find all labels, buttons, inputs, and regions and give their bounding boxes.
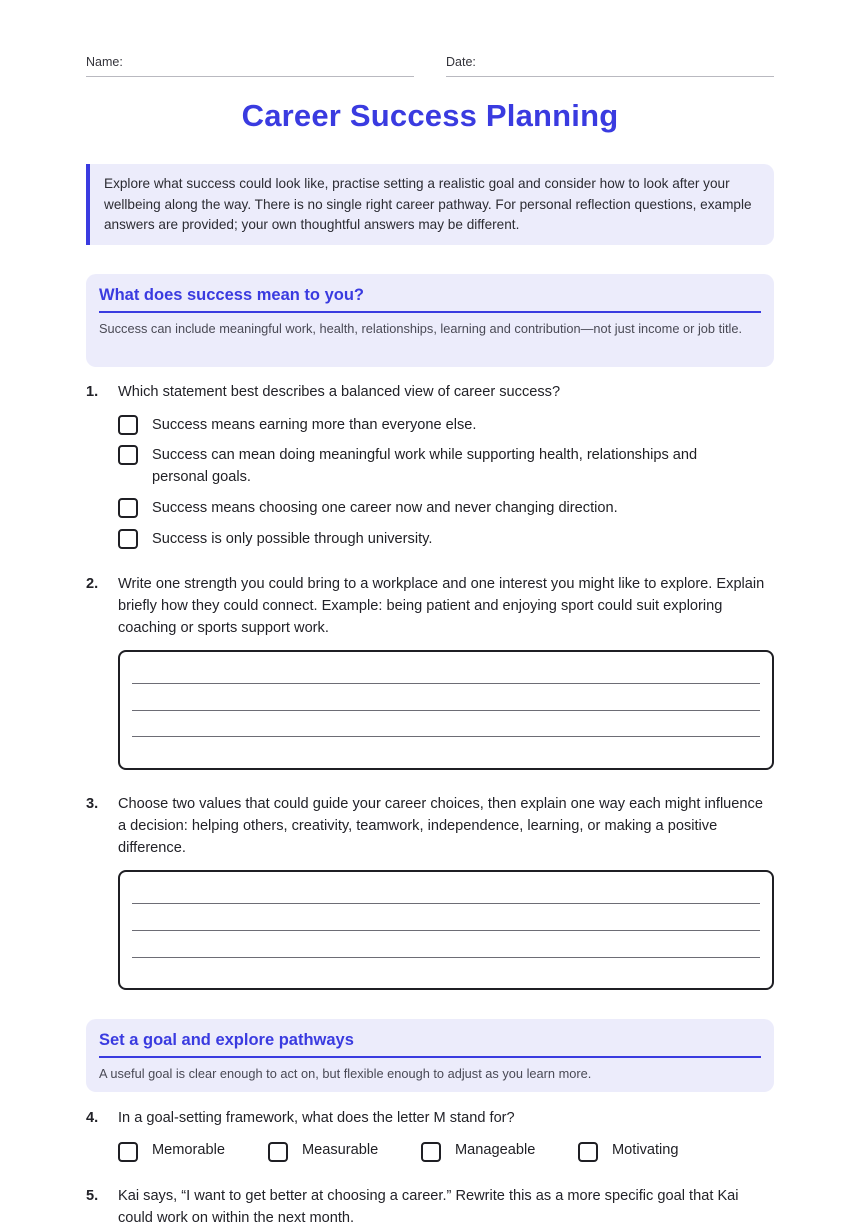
checkbox[interactable]: [578, 1142, 598, 1162]
question-number: 1.: [86, 384, 99, 400]
option-label: Manageable: [455, 1142, 536, 1158]
answer-box-q2[interactable]: [118, 650, 774, 770]
answer-box-q3[interactable]: [118, 870, 774, 990]
section-description: Success can include meaningful work, health, relationships, learning and contribution—not just income or job title.: [99, 321, 743, 336]
checkbox[interactable]: [118, 529, 138, 549]
checkbox[interactable]: [118, 415, 138, 435]
section-title: Set a goal and explore pathways: [99, 1019, 761, 1058]
checkbox[interactable]: [118, 498, 138, 518]
option-label: Success means choosing one career now and never changing direction.: [152, 500, 618, 516]
date-label: Date:: [446, 55, 476, 69]
question-number: 5.: [86, 1188, 99, 1204]
option-label: Measurable: [302, 1142, 379, 1158]
name-label: Name:: [86, 55, 123, 69]
writing-line: [132, 930, 760, 931]
intro-text: Explore what success could look like, practise setting a realistic goal and consider how to look after your wellbeing along the way. There is no single right career pathway. For personal reflection questions, example answers are provided; your own thoughtful answers may be different.: [104, 176, 752, 232]
question-number: 4.: [86, 1110, 99, 1126]
option-label: Memorable: [152, 1142, 225, 1158]
section-goal-pathways: [86, 1019, 774, 1092]
writing-line: [132, 683, 760, 684]
page-title: Career Success Planning: [241, 98, 619, 133]
option-label: Success can mean doing meaningful work while supporting health, relationships and personal goals.: [152, 447, 698, 485]
checkbox[interactable]: [118, 1142, 138, 1162]
section-title: What does success mean to you?: [99, 274, 761, 313]
writing-line: [132, 710, 760, 711]
writing-line: [132, 736, 760, 737]
checkbox[interactable]: [118, 445, 138, 465]
option-label: Success is only possible through university.: [152, 531, 433, 547]
section-success-meaning: [86, 274, 774, 367]
question-text: In a goal-setting framework, what does the letter M stand for?: [118, 1110, 515, 1126]
checkbox[interactable]: [421, 1142, 441, 1162]
question-text: Choose two values that could guide your career choices, then explain one way each might influence a decision: helping others, creativity, teamwork, independence, learning, or making a positive difference.: [118, 796, 763, 856]
question-text: Kai says, “I want to get better at choosing a career.” Rewrite this as a more specific goal that Kai could work on within the next month.: [118, 1188, 739, 1226]
checkbox[interactable]: [268, 1142, 288, 1162]
section-description: A useful goal is clear enough to act on, but flexible enough to adjust as you learn more.: [99, 1066, 592, 1081]
option-label: Success means earning more than everyone else.: [152, 417, 477, 433]
name-field[interactable]: [86, 55, 414, 77]
question-text: Which statement best describes a balanced view of career success?: [118, 384, 561, 400]
intro-callout: [86, 164, 774, 245]
option-label: Motivating: [612, 1142, 679, 1158]
question-number: 3.: [86, 796, 99, 812]
question-text: Write one strength you could bring to a workplace and one interest you might like to explore. Explain briefly how they could connect. Example: being patient and enjoying sport could suit exploring coaching or sports support work.: [118, 576, 765, 636]
question-number: 2.: [86, 576, 99, 592]
writing-line: [132, 903, 760, 904]
writing-line: [132, 957, 760, 958]
date-field[interactable]: [446, 55, 774, 77]
